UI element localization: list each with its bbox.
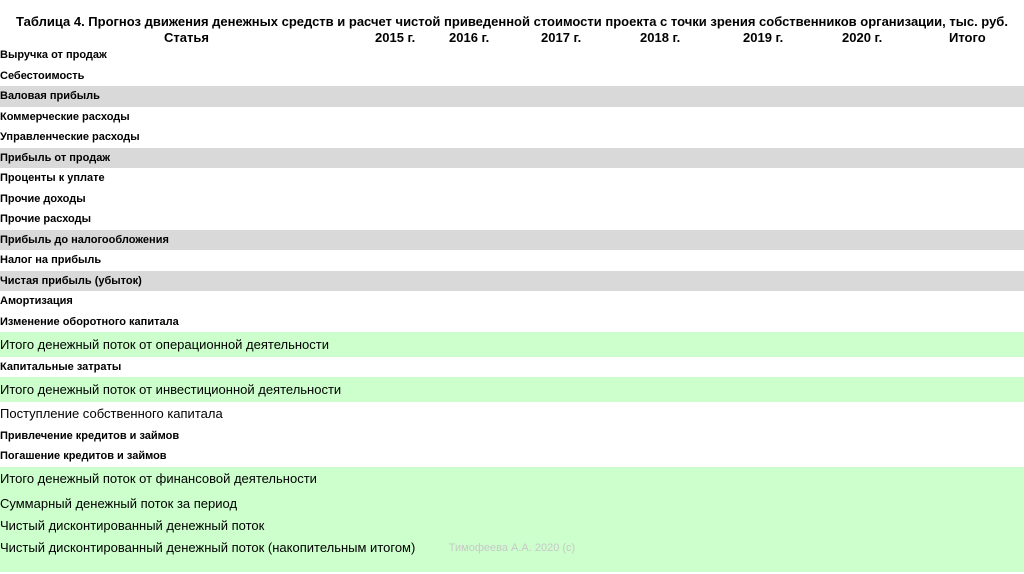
table-header xyxy=(0,30,1024,46)
table-row xyxy=(0,312,1024,333)
row-label: Амортизация xyxy=(0,295,73,308)
table-row xyxy=(0,148,1024,169)
table-row xyxy=(0,332,1024,357)
table-row xyxy=(0,127,1024,148)
row-label: Изменение оборотного капитала xyxy=(0,315,179,328)
row-label: Выручка от продаж xyxy=(0,49,107,62)
row-label: Прибыль от продаж xyxy=(0,151,111,164)
table-row xyxy=(0,250,1024,271)
table-row xyxy=(0,107,1024,128)
row-label: Налог на прибыль xyxy=(0,254,102,267)
row-label: Себестоимость xyxy=(0,69,85,82)
row-label: Привлечение кредитов и займов xyxy=(0,429,180,442)
table-row xyxy=(0,426,1024,447)
table-row xyxy=(0,168,1024,189)
row-label: Капитальные затраты xyxy=(0,360,122,373)
table-row xyxy=(0,516,1024,536)
row-label: Чистый дисконтированный денежный поток (накопительным итогом) xyxy=(0,539,416,555)
column-header-total: Итого xyxy=(949,30,986,45)
row-label: Валовая прибыль xyxy=(0,90,100,103)
table-row xyxy=(0,66,1024,87)
column-header-2016: 2016 г. xyxy=(449,30,490,45)
column-header-2017: 2017 г. xyxy=(541,30,582,45)
table-row xyxy=(0,271,1024,292)
table-row xyxy=(0,45,1024,66)
table-row xyxy=(0,467,1024,492)
row-label: Суммарный денежный поток за период xyxy=(0,495,238,511)
row-label: Поступление собственного капитала xyxy=(0,406,223,421)
row-label: Прочие расходы xyxy=(0,213,91,226)
row-label: Прочие доходы xyxy=(0,192,86,205)
row-label: Коммерческие расходы xyxy=(0,110,130,123)
row-label: Управленческие расходы xyxy=(0,131,140,144)
column-header-2020: 2020 г. xyxy=(842,30,883,45)
table-row xyxy=(0,230,1024,251)
table-title: Таблица 4. Прогноз движения денежных средств и расчет чистой приведенной стоимости проекта с точки зрения собственников организации, тыс. руб. xyxy=(16,14,1008,29)
row-label: Погашение кредитов и займов xyxy=(0,450,167,463)
column-header-2018: 2018 г. xyxy=(640,30,681,45)
cash-flow-table xyxy=(0,45,1024,572)
table-row xyxy=(0,491,1024,516)
row-label: Итого денежный поток от операционной деятельности xyxy=(0,336,329,352)
table-row xyxy=(0,291,1024,312)
table-row xyxy=(0,86,1024,107)
table-row xyxy=(0,377,1024,402)
table-row xyxy=(0,189,1024,210)
row-label: Проценты к уплате xyxy=(0,172,105,185)
table-row xyxy=(0,357,1024,378)
table-row xyxy=(0,209,1024,230)
row-label: Чистый дисконтированный денежный поток xyxy=(0,518,265,533)
row-label: Итого денежный поток от инвестиционной деятельности xyxy=(0,381,342,397)
column-header-2019: 2019 г. xyxy=(743,30,784,45)
table-row xyxy=(0,446,1024,467)
row-label: Прибыль до налогообложения xyxy=(0,233,169,246)
row-label: Чистая прибыль (убыток) xyxy=(0,274,142,287)
column-header-2015: 2015 г. xyxy=(375,30,416,45)
column-header-stat: Статья xyxy=(164,30,209,45)
table-row xyxy=(0,402,1024,426)
row-label: Итого денежный поток от финансовой деятельности xyxy=(0,471,317,487)
footer-credit: Тимофеева А.А. 2020 (с) xyxy=(448,542,576,554)
